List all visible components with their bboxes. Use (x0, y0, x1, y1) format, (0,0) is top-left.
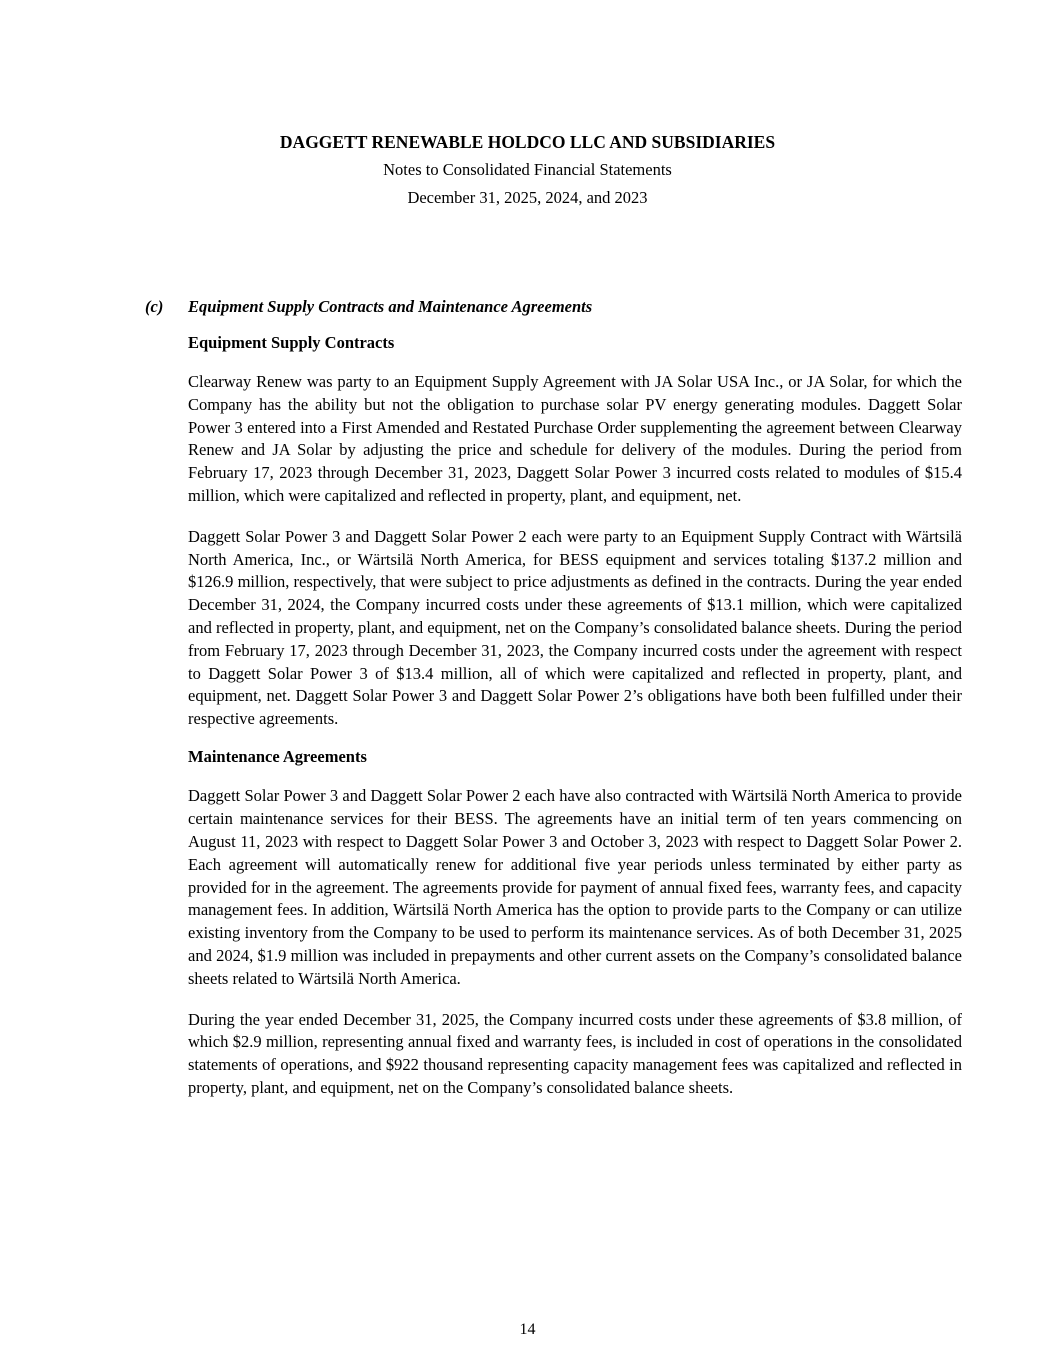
section-title: Equipment Supply Contracts and Maintenance Agreements (188, 297, 593, 316)
maintenance-agreements-heading: Maintenance Agreements (188, 747, 367, 767)
period-line: December 31, 2025, 2024, and 2023 (407, 188, 648, 207)
maintenance-paragraph-1: Daggett Solar Power 3 and Daggett Solar Power 2 each have also contracted with Wärtsilä North America to provide certain maintenance services for their BESS. The agreements have an initial term of ten years commencing on August 11, 2023 with respect to Daggett Solar Power 3 and October 3, 2023 with respect to Daggett Solar Power 2. Each agreement will automatically renew for additional five year periods unless terminated by either party as provided for in the agreement. The agreements provide for payment of annual fixed fees, warranty fees, and capacity management fees. In addition, Wärtsilä North America has the option to provide parts to the Company or can utilize existing inventory from the Company to be used to perform its maintenance services. As of both December 31, 2025 and 2024, $1.9 million was included in prepayments and other current assets on the Company’s consolidated balance sheets related to Wärtsilä North America. (188, 786, 962, 988)
page-number: 14 (519, 1321, 536, 1338)
equipment-supply-contracts-heading: Equipment Supply Contracts (188, 333, 395, 352)
document-header (0, 0, 1055, 212)
equipment-supply-paragraph-2: Daggett Solar Power 3 and Daggett Solar Power 2 each were party to an Equipment Supply Contract with Wärtsilä North America, Inc., or Wärtsilä North America, for BESS equipment and services totaling $137.2 million and $126.9 million, respectively, that were subject to price adjustments as defined in the contracts. During the year ended December 31, 2024, the Company incurred costs under these agreements of $13.1 million, which were capitalized and reflected in property, plant, and equipment, net on the Company’s consolidated balance sheets. During the period from February 17, 2023 through December 31, 2023, the Company incurred costs under the agreement with respect to Daggett Solar Power 3 of $13.4 million, all of which were capitalized and reflected in property, plant, and equipment, net. Daggett Solar Power 3 and Daggett Solar Power 2’s obligations have both been fulfilled under their respective agreements. (188, 526, 962, 729)
company-name: DAGGETT RENEWABLE HOLDCO LLC AND SUBSIDIARIES (279, 132, 776, 152)
document-title: Notes to Consolidated Financial Statements (383, 160, 672, 179)
section-heading (145, 297, 962, 317)
section-label: (c) (145, 297, 164, 316)
maintenance-paragraph-2: During the year ended December 31, 2025, the Company incurred costs under these agreements of $3.8 million, of which $2.9 million, representing annual fixed and warranty fees, is included in cost of operations in the consolidated statements of operations, and $922 thousand representing capacity management fees was capitalized and reflected in property, plant, and equipment, net on the Company’s consolidated balance sheets. (188, 1009, 962, 1098)
equipment-supply-paragraph-1: Clearway Renew was party to an Equipment Supply Agreement with JA Solar USA Inc., or JA Solar, for which the Company has the ability but not the obligation to purchase solar PV energy generating modules. Daggett Solar Power 3 entered into a First Amended and Restated Purchase Order supplementing the agreement between Clearway Renew and JA Solar by adjusting the price and schedule for delivery of the modules. During the period from February 17, 2023 through December 31, 2023, Daggett Solar Power 3 incurred costs related to modules of $15.4 million, which were capitalized and reflected in property, plant, and equipment, net. (188, 372, 962, 505)
document-body (188, 333, 962, 1100)
